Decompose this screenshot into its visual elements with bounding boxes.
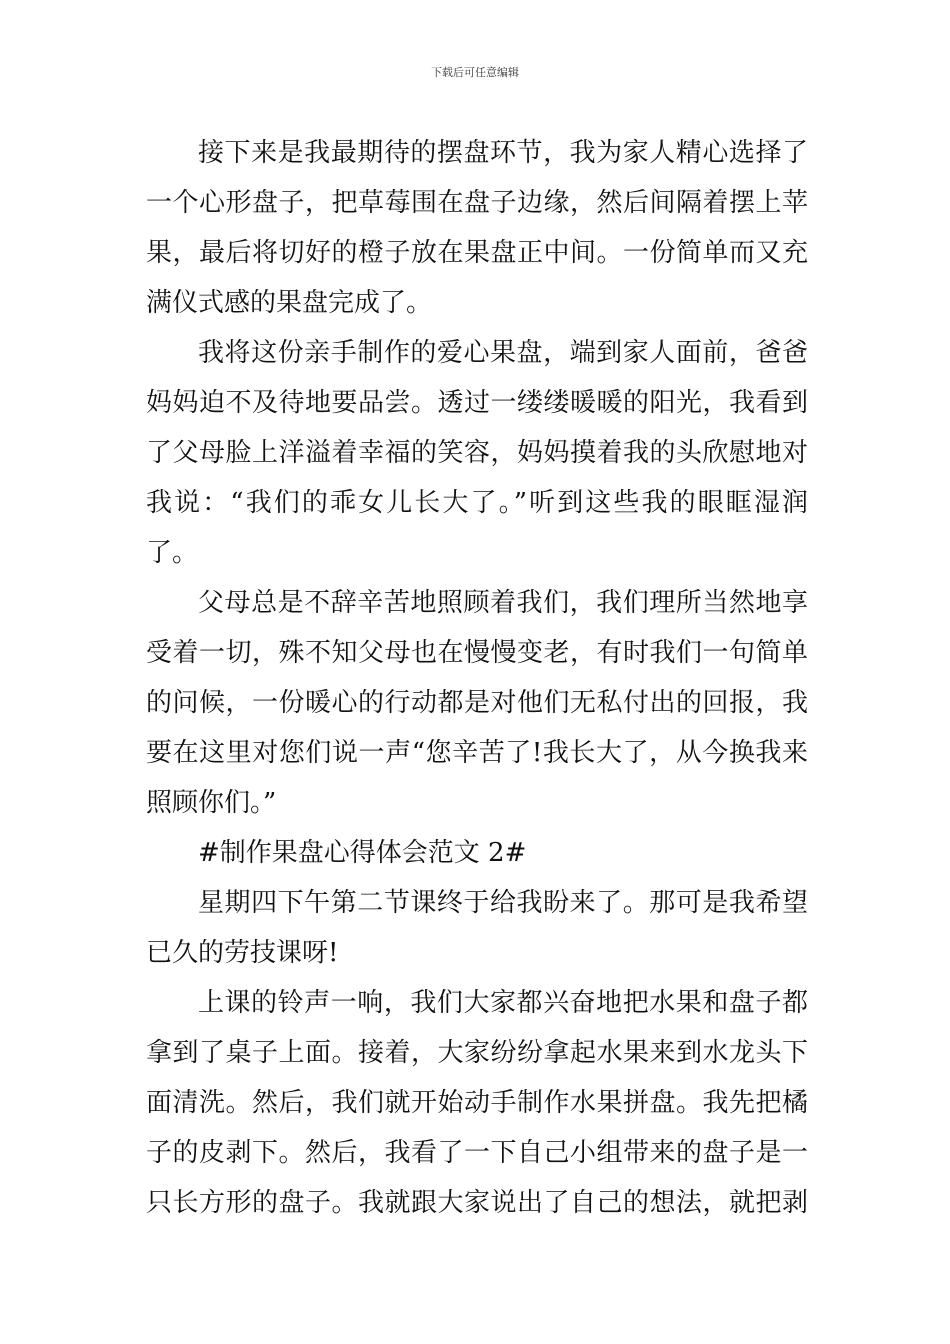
body-line: 星期四下午第二节课终于给我盼来了。那可是我希望 xyxy=(198,888,808,918)
body-line: 妈妈迫不及待地要品尝。透过一缕缕暖暖的阳光，我看到 xyxy=(146,388,808,418)
body-line: 父母总是不辞辛苦地照顾着我们，我们理所当然地享 xyxy=(198,588,808,618)
body-line: 一个心形盘子，把草莓围在盘子边缘，然后间隔着摆上苹 xyxy=(146,188,808,218)
body-line: 我将这份亲手制作的爱心果盘，端到家人面前，爸爸 xyxy=(198,338,808,368)
body-line: 果，最后将切好的橙子放在果盘正中间。一份简单而又充 xyxy=(146,238,808,268)
body-line: 子的皮剥下。然后，我看了一下自己小组带来的盘子是一 xyxy=(146,1138,808,1168)
section-heading: #制作果盘心得体会范文 2# xyxy=(198,838,527,868)
body-line: 满仪式感的果盘完成了。 xyxy=(146,288,433,318)
body-line: 面清洗。然后，我们就开始动手制作水果拼盘。我先把橘 xyxy=(146,1088,808,1118)
body-line: 了父母脸上洋溢着幸福的笑容，妈妈摸着我的头欣慰地对 xyxy=(146,438,808,468)
body-line: 的问候，一份暖心的行动都是对他们无私付出的回报，我 xyxy=(146,688,808,718)
body-line: 接下来是我最期待的摆盘环节，我为家人精心选择了 xyxy=(198,138,808,168)
body-line: 上课的铃声一响，我们大家都兴奋地把水果和盘子都 xyxy=(198,988,808,1018)
body-line: 已久的劳技课呀! xyxy=(146,938,339,968)
body-line: 我说：“我们的乖女儿长大了。”听到这些我的眼眶湿润 xyxy=(146,488,808,518)
body-line: 了。 xyxy=(146,538,199,568)
body-line: 照顾你们。” xyxy=(146,788,277,818)
page-header: 下载后可任意编辑 xyxy=(431,66,519,79)
body-line: 受着一切，殊不知父母也在慢慢变老，有时我们一句简单 xyxy=(146,638,808,668)
body-line: 拿到了桌子上面。接着，大家纷纷拿起水果来到水龙头下 xyxy=(146,1038,808,1068)
body-line: 只长方形的盘子。我就跟大家说出了自己的想法，就把剥 xyxy=(146,1188,808,1218)
body-line: 要在这里对您们说一声“您辛苦了!我长大了，从今换我来 xyxy=(146,738,808,768)
document-body xyxy=(146,128,808,1228)
